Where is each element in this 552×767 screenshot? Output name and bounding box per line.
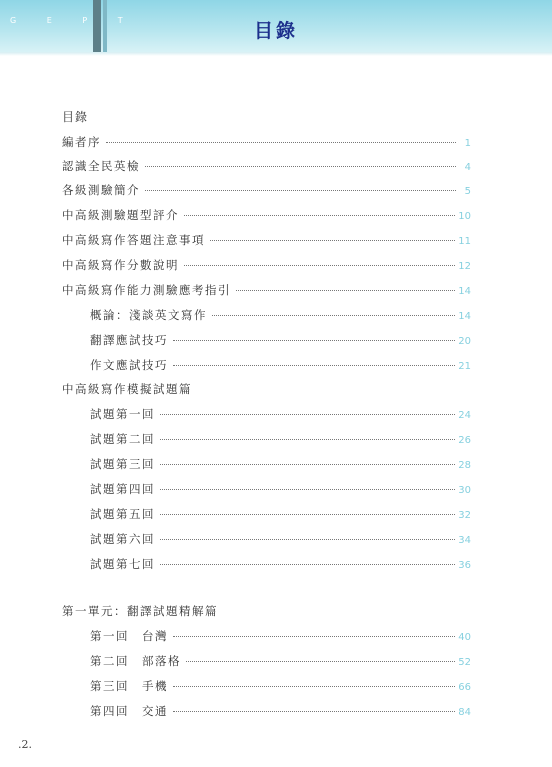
toc-entry-page: 14 — [458, 286, 471, 297]
toc-entry-page: 1 — [464, 138, 471, 149]
toc-entry-page: 4 — [464, 162, 471, 173]
toc-entry[interactable] — [62, 182, 471, 198]
dot-leader — [184, 215, 455, 216]
toc-entry-label: 各級測驗簡介 — [62, 183, 140, 197]
dot-leader — [160, 489, 455, 490]
toc-entry[interactable] — [90, 653, 471, 669]
toc-entry-page: 32 — [458, 510, 471, 521]
toc-entry[interactable] — [90, 678, 471, 694]
dot-leader — [106, 142, 456, 143]
toc-entry-label: 試題第三回 — [90, 457, 155, 471]
toc-entry[interactable] — [62, 282, 471, 298]
dot-leader — [145, 190, 456, 191]
toc-entry-label: 試題第一回 — [90, 407, 155, 421]
toc-entry-page: 52 — [458, 657, 471, 668]
toc-entry[interactable] — [90, 556, 471, 572]
toc-entry-label: 試題第七回 — [90, 557, 155, 571]
toc-entry[interactable] — [90, 332, 471, 348]
dot-leader — [173, 636, 455, 637]
toc-entry-label: 中高級寫作分數說明 — [62, 258, 179, 272]
dot-leader — [212, 315, 455, 316]
toc-entry-page: 34 — [458, 535, 471, 546]
toc-entry-label: 第一回 台灣 — [90, 629, 168, 643]
dot-leader — [173, 686, 455, 687]
toc-entry-label: 中高級測驗題型評介 — [62, 208, 179, 222]
toc-entry[interactable] — [62, 257, 471, 273]
page-number: .2. — [18, 738, 32, 751]
toc-entry[interactable] — [62, 158, 471, 174]
toc-entry-label: 試題第五回 — [90, 507, 155, 521]
dot-leader — [184, 265, 455, 266]
toc-entry-label: 概論：淺談英文寫作 — [90, 308, 207, 322]
toc-entry-page: 26 — [458, 435, 471, 446]
toc-entry[interactable] — [90, 431, 471, 447]
toc-entry[interactable] — [90, 357, 471, 373]
toc-entry-label: 試題第六回 — [90, 532, 155, 546]
toc-entry-page: 5 — [464, 186, 471, 197]
toc-entry-page: 20 — [458, 336, 471, 347]
header-shadow — [0, 52, 552, 56]
dot-leader — [160, 439, 455, 440]
dot-leader — [173, 340, 455, 341]
dot-leader — [160, 464, 455, 465]
header-letters: G E P T — [10, 16, 137, 25]
toc-entry-label: 編者序 — [62, 135, 101, 149]
toc-entry-page: 21 — [458, 361, 471, 372]
toc-entry-page: 28 — [458, 460, 471, 471]
toc-entry-label: 作文應試技巧 — [90, 358, 168, 372]
toc-entry[interactable] — [90, 628, 471, 644]
toc-entry-page: 66 — [458, 682, 471, 693]
toc-heading: 目錄 — [62, 110, 89, 124]
dot-leader — [210, 240, 455, 241]
toc-entry-page: 10 — [458, 211, 471, 222]
toc-entry-label: 第三回 手機 — [90, 679, 168, 693]
toc-entry[interactable] — [90, 456, 471, 472]
dot-leader — [160, 414, 455, 415]
dot-leader — [160, 514, 455, 515]
toc-entry[interactable] — [90, 481, 471, 497]
toc-entry-page: 30 — [458, 485, 471, 496]
dot-leader — [160, 564, 455, 565]
toc-entry-page: 11 — [458, 236, 471, 247]
toc-entry-label: 翻譯應試技巧 — [90, 333, 168, 347]
page-title: 目錄 — [253, 20, 298, 42]
toc-entry-label: 中高級寫作能力測驗應考指引 — [62, 283, 231, 297]
toc-entry[interactable] — [62, 207, 471, 223]
toc-entry-label: 第二回 部落格 — [90, 654, 181, 668]
toc-entry[interactable] — [90, 506, 471, 522]
toc-entry[interactable] — [62, 232, 471, 248]
dot-leader — [236, 290, 455, 291]
toc-entry-label: 認識全民英檢 — [62, 159, 140, 173]
toc-entry[interactable] — [90, 406, 471, 422]
dot-leader — [145, 166, 456, 167]
toc-section-mock[interactable]: 中高級寫作模擬試題篇 — [62, 382, 192, 396]
toc-entry[interactable] — [90, 307, 471, 323]
dot-leader — [186, 661, 455, 662]
toc-entry-label: 第四回 交通 — [90, 704, 168, 718]
dot-leader — [173, 365, 455, 366]
toc-entry-label: 試題第二回 — [90, 432, 155, 446]
dot-leader — [173, 711, 455, 712]
toc-entry[interactable] — [62, 134, 471, 150]
toc-entry-page: 36 — [458, 560, 471, 571]
toc-entry-page: 12 — [458, 261, 471, 272]
dot-leader — [160, 539, 455, 540]
toc-entry-page: 14 — [458, 311, 471, 322]
toc-entry-page: 40 — [458, 632, 471, 643]
toc-section-unit1[interactable]: 第一單元：翻譯試題精解篇 — [62, 604, 218, 618]
toc-entry-label: 中高級寫作答題注意事項 — [62, 233, 205, 247]
toc-entry-label: 試題第四回 — [90, 482, 155, 496]
toc-entry-page: 84 — [458, 707, 471, 718]
toc-entry[interactable] — [90, 531, 471, 547]
toc-entry[interactable] — [90, 703, 471, 719]
toc-entry-page: 24 — [458, 410, 471, 421]
